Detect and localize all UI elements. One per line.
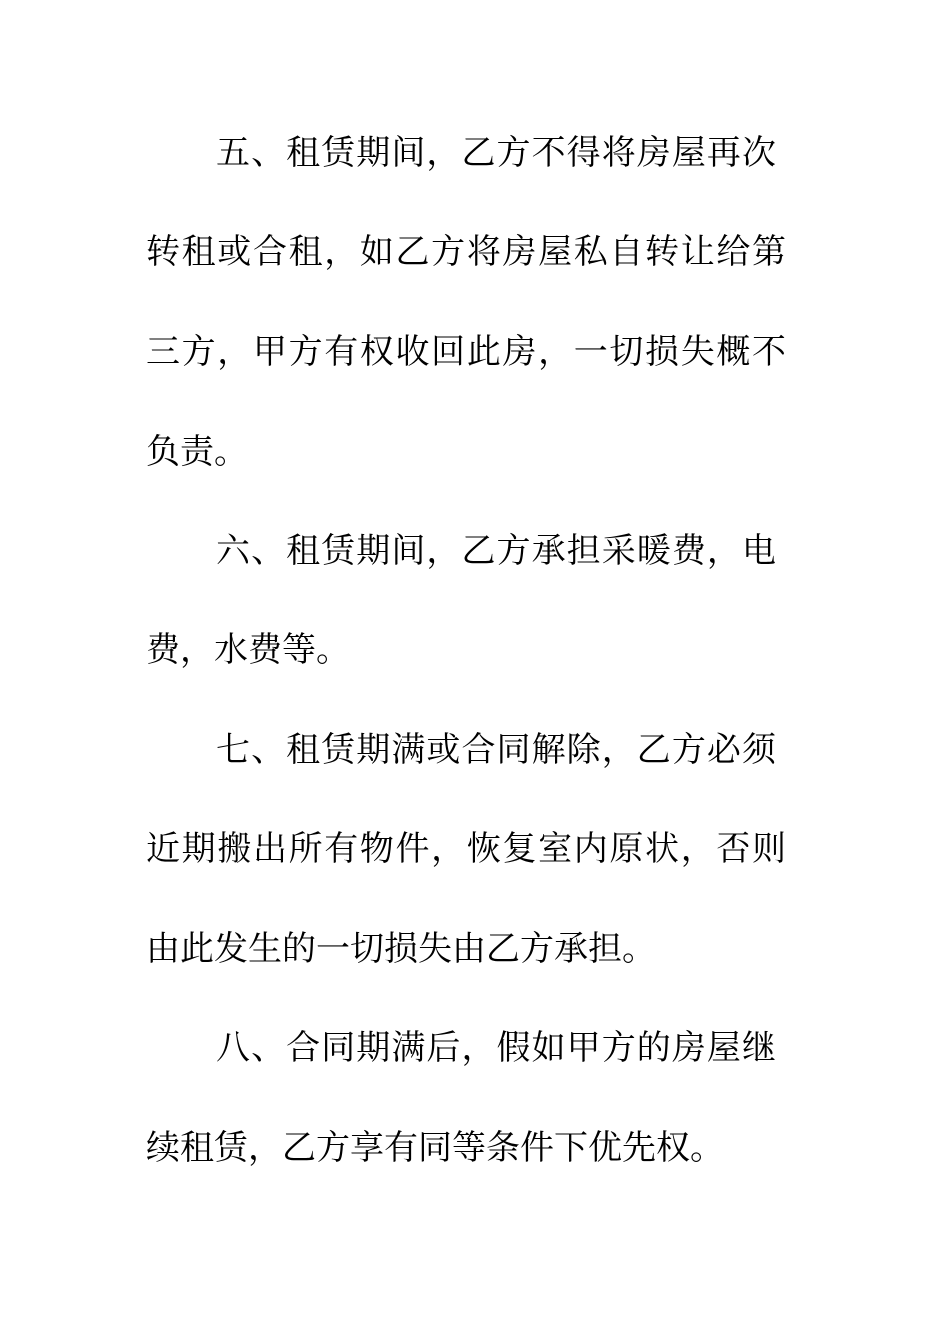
clause-6-line-1: 六、租赁期间，乙方承担采暖费，电: [216, 531, 776, 571]
clause-5-line-2: 转租或合租，如乙方将房屋私自转让给第: [146, 232, 786, 272]
clause-8-line-1: 八、合同期满后，假如甲方的房屋继: [216, 1028, 776, 1068]
clause-5-line-3: 三方，甲方有权收回此房，一切损失概不: [146, 332, 786, 372]
clause-5-line-4: 负责。: [146, 432, 248, 472]
clause-7-line-2: 近期搬出所有物件，恢复室内原状，否则: [146, 829, 786, 869]
clause-5-line-1: 五、租赁期间，乙方不得将房屋再次: [216, 133, 776, 173]
clause-8-line-2: 续租赁，乙方享有同等条件下优先权。: [146, 1128, 724, 1168]
clause-6-line-2: 费，水费等。: [146, 630, 350, 670]
clause-7-line-3: 由此发生的一切损失由乙方承担。: [146, 929, 656, 969]
clause-7-line-1: 七、租赁期满或合同解除，乙方必须: [216, 730, 776, 770]
